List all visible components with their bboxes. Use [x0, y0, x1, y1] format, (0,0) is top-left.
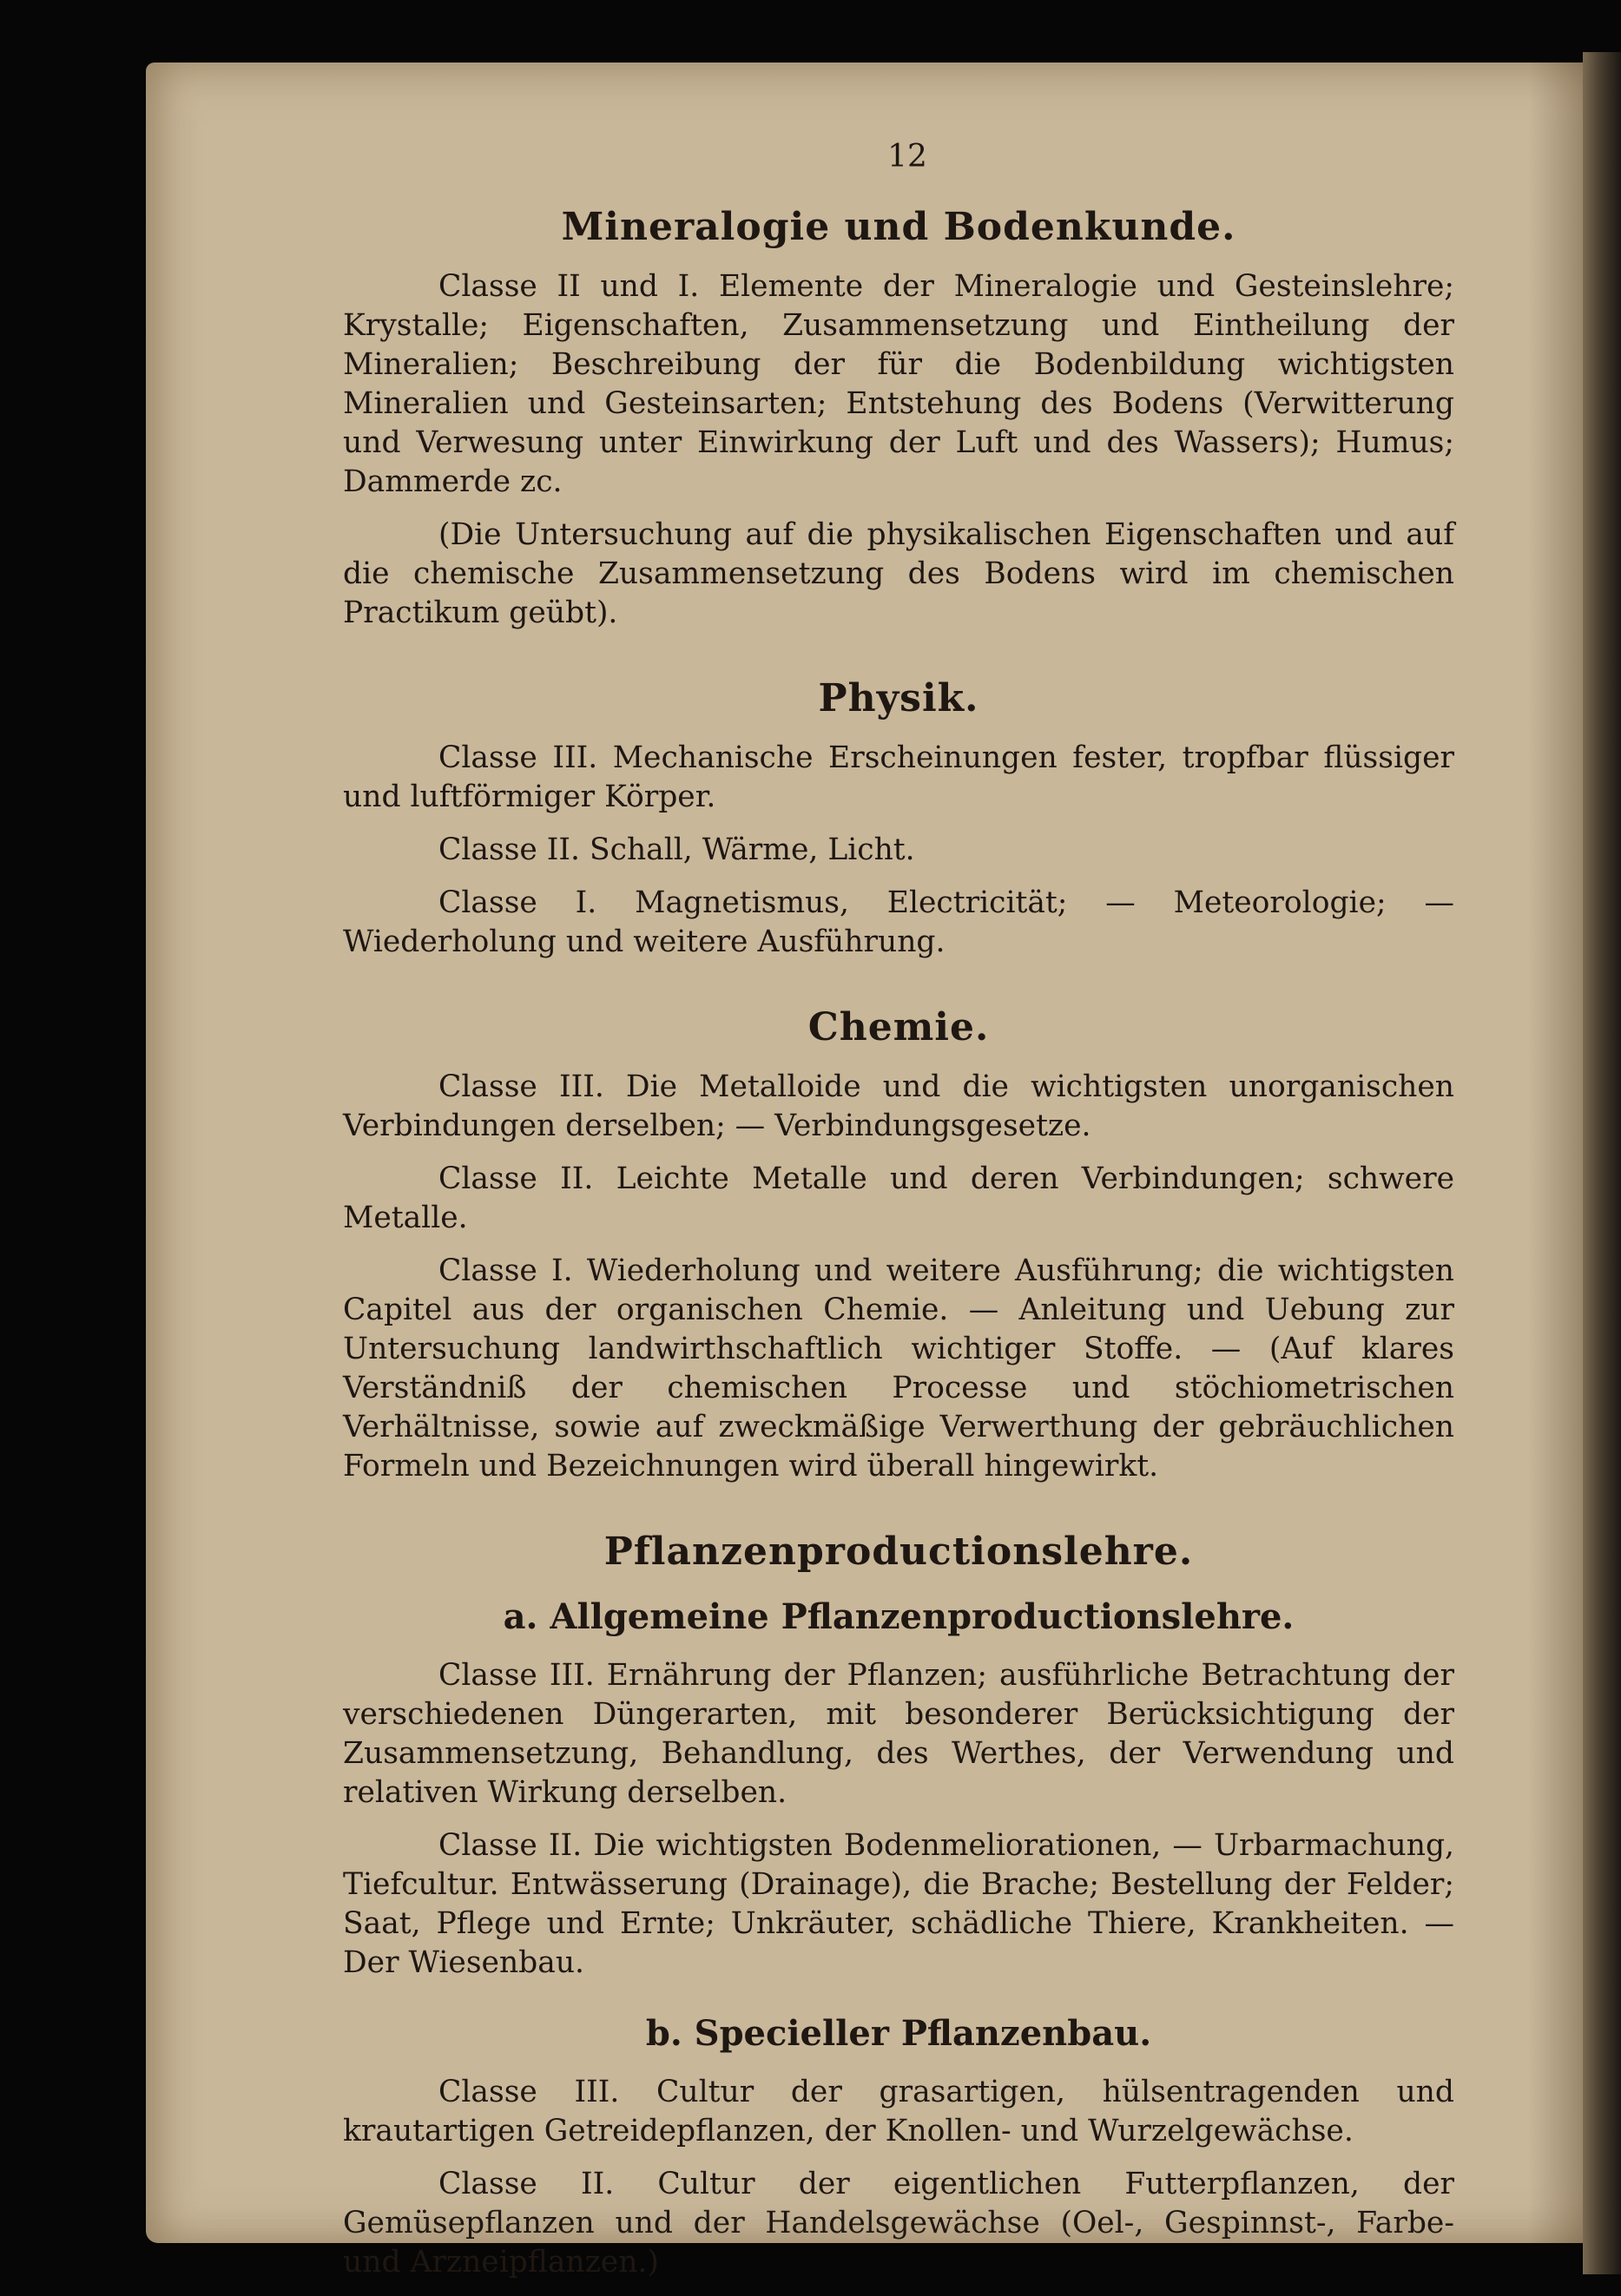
heading-chemie: Chemie.	[807, 1005, 990, 1049]
paragraph-chemie-3: Classe I. Wiederholung und weitere Ausführung; die wichtigsten Capitel aus der organischen Chemie. — Anleitung und Uebung zur Untersuchung landwirthschaftlich wichtiger Stoffe. — (Auf klares Verständniß der chemischen Processe und stöchiometrischen Verhältnisse, sowie auf zweckmäßige Verwerthung der gebräuchlichen Formeln und Bezeichnungen wird überall hingewirkt.	[343, 1253, 1454, 1484]
paragraph-specieller-2: Classe II. Cultur der eigentlichen Futterpflanzen, der Gemüsepflanzen und der Handelsgewächse (Oel-, Gespinnst-, Farbe- und Arzneipflanzen.)	[343, 2167, 1454, 2280]
paragraph-physik-2: Classe II. Schall, Wärme, Licht.	[438, 832, 915, 867]
page-content	[343, 201, 1454, 2282]
paragraph-mineralogie-2: (Die Untersuchung auf die physikalischen Eigenschaften und auf die chemische Zusammensetzung des Bodens wird im chemischen Practikum geübt).	[343, 517, 1454, 630]
paragraph-specieller-1: Classe III. Cultur der grasartigen, hülsentragenden und krautartigen Getreidepflanzen, der Knollen- und Wurzelgewächse.	[343, 2075, 1454, 2148]
paragraph-chemie-1: Classe III. Die Metalloide und die wichtigsten unorganischen Verbindungen derselben; — Verbindungsgesetze.	[343, 1069, 1454, 1143]
heading-mineralogie: Mineralogie und Bodenkunde.	[561, 205, 1236, 249]
paragraph-physik-3: Classe I. Magnetismus, Electricität; — Meteorologie; — Wiederholung und weitere Ausführung.	[343, 885, 1454, 959]
paragraph-mineralogie-1: Classe II und I. Elemente der Mineralogie und Gesteinslehre; Krystalle; Eigenschaften, Zusammensetzung und Eintheilung der Mineralien; Beschreibung der für die Bodenbildung wichtigsten Mineralien und Gesteinsarten; Entstehung des Bodens (Verwitterung und Verwesung unter Einwirkung der Luft und des Wassers); Humus; Dammerde zc.	[343, 269, 1454, 499]
paragraph-chemie-2: Classe II. Leichte Metalle und deren Verbindungen; schwere Metalle.	[343, 1161, 1454, 1235]
subheading-allgemeine: a. Allgemeine Pflanzenproductionslehre.	[503, 1596, 1295, 1637]
page-edge-shadow	[1528, 62, 1584, 2243]
page-number: 12	[887, 139, 927, 174]
paragraph-allgemeine-1: Classe III. Ernährung der Pflanzen; ausführliche Betrachtung der verschiedenen Düngerarten, mit besonderer Berücksichtigung der Zusammensetzung, Behandlung, des Werthes, der Verwendung und relativen Wirkung derselben.	[343, 1658, 1454, 1810]
heading-pflanzenproductionslehre: Pflanzenproductionslehre.	[603, 1530, 1194, 1574]
paragraph-physik-1: Classe III. Mechanische Erscheinungen fester, tropfbar flüssiger und luftförmiger Körper.	[343, 740, 1454, 814]
book-spine	[1583, 52, 1621, 2274]
heading-physik: Physik.	[818, 676, 979, 720]
paragraph-allgemeine-2: Classe II. Die wichtigsten Bodenmeliorationen, — Urbarmachung, Tiefcultur. Entwässerung (Drainage), die Brache; Bestellung der Felder; Saat, Pflege und Ernte; Unkräuter, schädliche Thiere, Krankheiten. — Der Wiesenbau.	[343, 1828, 1454, 1980]
subheading-specieller: b. Specieller Pflanzenbau.	[645, 2013, 1152, 2054]
